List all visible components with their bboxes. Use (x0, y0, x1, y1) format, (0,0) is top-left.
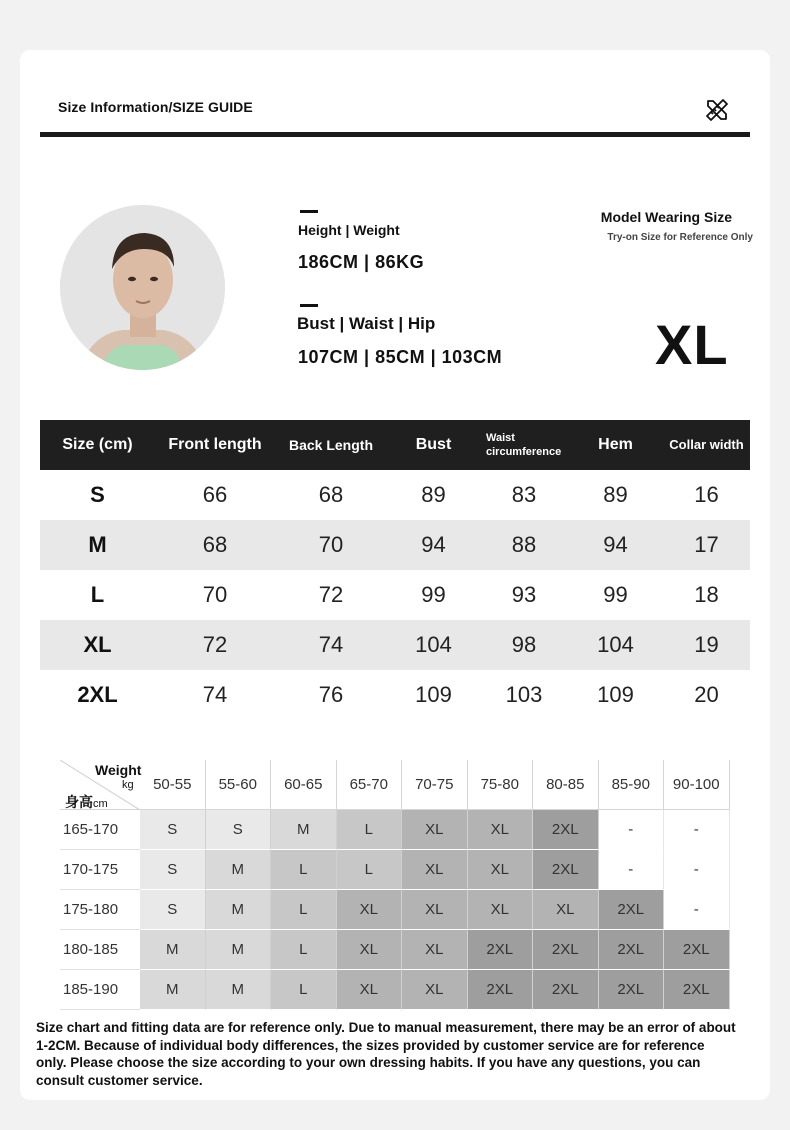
model-avatar (60, 205, 225, 370)
table-row (40, 670, 750, 720)
fit-size-cell: 2XL (599, 890, 665, 930)
weight-header: 50-55 (140, 760, 206, 810)
fit-size-cell: 2XL (664, 930, 730, 970)
fit-grid-row (60, 930, 730, 970)
table-cell: 93 (511, 582, 537, 607)
table-cell: 19 (694, 632, 719, 657)
table-cell: 104 (415, 632, 452, 657)
fit-size-cell: M (140, 930, 206, 970)
table-cell: 72 (318, 582, 344, 607)
table-cell: 17 (694, 532, 719, 557)
column-header: Back Length (288, 437, 373, 453)
fit-size-cell: 2XL (664, 970, 730, 1010)
height-range-label: 165-170 (60, 810, 140, 850)
table-cell: 66 (202, 482, 228, 507)
table-cell: 94 (421, 532, 446, 557)
table-row (40, 620, 750, 670)
fit-size-cell: XL (402, 890, 468, 930)
fit-size-cell: XL (533, 890, 599, 930)
table-cell: 16 (694, 482, 719, 507)
model-wearing-title: Model Wearing Size (600, 209, 732, 225)
fit-size-cell: L (271, 850, 337, 890)
height-range-label: 170-175 (60, 850, 140, 890)
size-table-header (40, 420, 750, 470)
table-cell: 88 (511, 532, 537, 557)
fit-size-cell: - (664, 850, 730, 890)
table-cell: 70 (318, 532, 344, 557)
height-range-label: 175-180 (60, 890, 140, 930)
fit-size-cell: XL (337, 890, 403, 930)
fit-size-cell: M (206, 970, 272, 1010)
header-divider (40, 132, 750, 137)
fit-size-cell: M (206, 890, 272, 930)
fit-size-cell: XL (468, 850, 534, 890)
fit-size-cell: L (271, 970, 337, 1010)
fit-size-cell: - (599, 850, 665, 890)
table-row (40, 470, 750, 520)
size-table (40, 420, 750, 720)
size-cell: 2XL (77, 682, 118, 707)
fit-grid-header (60, 760, 730, 810)
fit-size-cell: 2XL (599, 970, 665, 1010)
fit-grid-row (60, 890, 730, 930)
table-row (40, 570, 750, 620)
fit-size-cell: M (140, 970, 206, 1010)
column-header: Collar width (669, 437, 744, 452)
column-header: Front length (168, 436, 262, 453)
fit-size-cell: 2XL (533, 930, 599, 970)
size-cell: L (90, 582, 105, 607)
height-range-label: 185-190 (60, 970, 140, 1010)
page-title: Size Information/SIZE GUIDE (58, 99, 253, 115)
fit-size-cell: - (599, 810, 665, 850)
table-cell: 72 (202, 632, 228, 657)
fit-size-cell: M (206, 850, 272, 890)
fit-size-cell: 2XL (468, 970, 534, 1010)
weight-header: 70-75 (402, 760, 468, 810)
table-cell: 89 (603, 482, 628, 507)
column-header: Waist circumference (486, 432, 562, 458)
column-header: Hem (598, 436, 633, 453)
model-wearing-note: Try-on Size for Reference Only (607, 232, 753, 243)
fit-size-cell: L (271, 890, 337, 930)
table-cell: 20 (694, 682, 719, 707)
table-row (40, 520, 750, 570)
table-cell: 99 (603, 582, 628, 607)
fit-size-cell: XL (402, 850, 468, 890)
column-header: Bust (415, 436, 452, 453)
column-header: Size (cm) (62, 436, 133, 453)
fit-size-cell: S (140, 810, 206, 850)
fit-size-cell: 2XL (599, 930, 665, 970)
table-cell: 89 (421, 482, 446, 507)
weight-header: 85-90 (599, 760, 665, 810)
hw-dash (300, 210, 318, 213)
fit-size-cell: XL (337, 930, 403, 970)
fit-grid-corner (60, 760, 140, 810)
fit-grid-row (60, 850, 730, 890)
size-cell: M (88, 532, 107, 557)
fit-size-cell: XL (468, 810, 534, 850)
table-cell: 74 (318, 632, 344, 657)
weight-unit: kg (122, 779, 134, 791)
fit-size-cell: 2XL (533, 850, 599, 890)
weight-axis-label: Weight (95, 762, 142, 778)
fit-size-cell: S (140, 850, 206, 890)
fit-grid-body (60, 810, 730, 1010)
bust-waist-hip-label: Bust | Waist | Hip (297, 314, 436, 333)
fit-size-cell: L (271, 930, 337, 970)
fit-size-cell: - (664, 810, 730, 850)
fit-size-cell: - (664, 890, 730, 930)
fit-size-cell: M (206, 930, 272, 970)
fit-size-cell: XL (468, 890, 534, 930)
fit-size-cell: 2XL (533, 970, 599, 1010)
height-range-label: 180-185 (60, 930, 140, 970)
fit-size-cell: L (337, 810, 403, 850)
table-cell: 103 (505, 682, 543, 707)
size-cell: XL (83, 632, 112, 657)
fit-size-cell: S (140, 890, 206, 930)
weight-header: 55-60 (206, 760, 272, 810)
fit-size-cell: XL (402, 810, 468, 850)
weight-header: 65-70 (337, 760, 403, 810)
table-cell: 70 (202, 582, 228, 607)
weight-header: 60-65 (271, 760, 337, 810)
height-axis-label: 身高cm (65, 794, 108, 810)
fit-size-cell: 2XL (533, 810, 599, 850)
table-cell: 76 (318, 682, 344, 707)
fit-size-cell: XL (337, 970, 403, 1010)
table-cell: 74 (202, 682, 228, 707)
height-weight-value: 186CM | 86KG (298, 252, 425, 272)
weight-header: 80-85 (533, 760, 599, 810)
fit-size-cell: XL (402, 930, 468, 970)
fit-size-cell: M (271, 810, 337, 850)
table-cell: 99 (421, 582, 446, 607)
table-cell: 98 (511, 632, 537, 657)
table-cell: 104 (597, 632, 634, 657)
table-cell: 68 (202, 532, 228, 557)
table-cell: 109 (597, 682, 634, 707)
fit-size-cell: L (337, 850, 403, 890)
weight-header: 75-80 (468, 760, 534, 810)
bust-waist-hip-value: 107CM | 85CM | 103CM (298, 347, 503, 367)
bwh-dash (300, 304, 318, 307)
model-wearing-size: XL (655, 313, 729, 376)
table-cell: 94 (603, 532, 628, 557)
fit-size-cell: XL (402, 970, 468, 1010)
disclaimer-note: Size chart and fitting data are for reference only. Due to manual measurement, there may be an error of about 1-2CM. Because of individual body differences, the sizes provided by customer service are for reference only. Please choose the size according to your own dressing habits. If you have any questions, you can consult customer service. (36, 1020, 736, 1088)
fit-grid-row (60, 970, 730, 1010)
fit-grid-row (60, 810, 730, 850)
fit-size-cell: S (206, 810, 272, 850)
table-cell: 18 (694, 582, 719, 607)
height-weight-label: Height | Weight (298, 222, 400, 238)
fit-size-cell: 2XL (468, 930, 534, 970)
ruler-pencil-icon (703, 96, 731, 124)
table-cell: 83 (511, 482, 537, 507)
table-cell: 109 (415, 682, 452, 707)
table-cell: 68 (318, 482, 344, 507)
weight-header: 90-100 (664, 760, 730, 810)
fit-grid (60, 760, 730, 1010)
size-cell: S (90, 482, 105, 507)
